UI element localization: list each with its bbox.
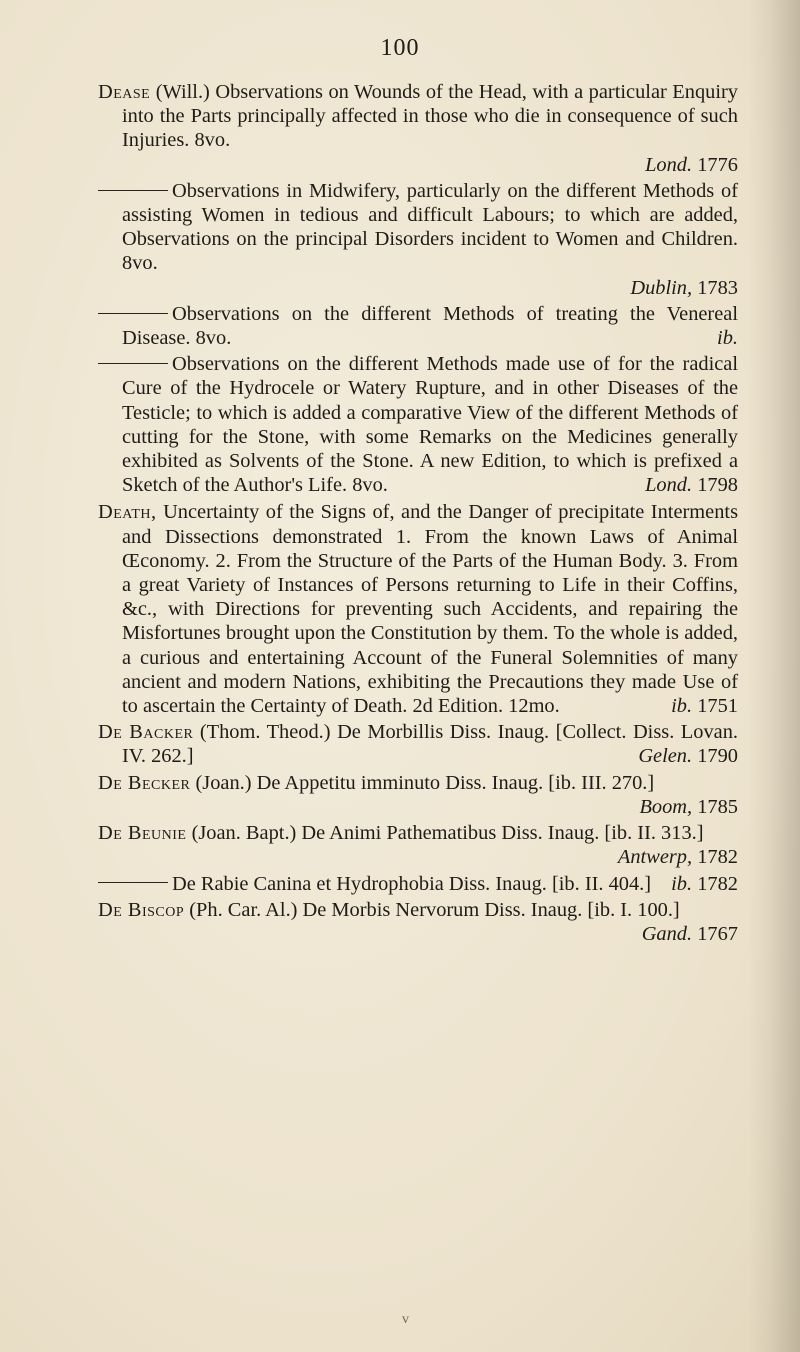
entry-text: (Will.) Observations on Wounds of the Head, with a particular Enquiry into the Parts principally affected in those who die in consequence of such Injuries. 8vo. [122, 81, 738, 152]
entry-author: De Biscop [98, 898, 185, 921]
ditto-dash [98, 190, 168, 191]
entry-year: 1767 [697, 922, 738, 945]
entry-author: Death, [98, 501, 157, 524]
entry-de-becker [98, 771, 738, 819]
entry-text: Observations on the different Methods of treating the Venereal Disease. 8vo. [122, 302, 738, 350]
entry-year: 1785 [697, 795, 738, 818]
entry-imprint [671, 694, 738, 718]
entry-midwifery [98, 179, 738, 300]
entry-imprint [671, 872, 738, 896]
entry-imprint [642, 922, 738, 946]
entry-dease [98, 80, 738, 177]
entry-imprint [122, 153, 738, 177]
entry-venereal [98, 302, 738, 350]
entry-year: 1776 [697, 153, 738, 176]
ditto-dash [98, 313, 168, 314]
ditto-dash [98, 882, 168, 883]
entry-imprint [645, 473, 738, 497]
entry-place: Antwerp, [617, 846, 693, 869]
entry-place: ib. [671, 695, 693, 718]
entry-de-biscop [98, 898, 738, 946]
entry-imprint [122, 276, 738, 300]
entry-text: Observations on the different Methods made use of for the radical Cure of the Hydrocele or Watery Rupture, and in other Diseases of the Testicle; to which is added a comparative View of the different Methods of cutting for the Stone, with some Remarks on the Medicines generally exhibited as Solvents of the Stone. A new Edition, to which is prefixed a Sketch of the Author's Life. 8vo. [122, 353, 738, 497]
entry-hydrocele [98, 352, 738, 497]
entry-place: ib. [717, 327, 738, 350]
entry-author: Dease [98, 81, 151, 103]
entry-de-beunie [98, 821, 738, 869]
entry-imprint [639, 795, 738, 819]
entry-imprint [638, 744, 738, 768]
entry-year: 1782 [697, 846, 738, 869]
entry-text: (Joan.) De Appetitu imminuto Diss. Inaug. [ib. III. 270.] [190, 771, 655, 794]
entry-place: Dublin, [630, 276, 693, 299]
entry-imprint [618, 845, 738, 869]
entry-place: ib. [671, 872, 693, 895]
entry-text: (Thom. Theod.) De Morbillis Diss. Inaug. [Collect. Diss. Lovan. IV. 262.] [122, 721, 738, 768]
entry-text: (Joan. Bapt.) De Animi Pathematibus Diss. Inaug. [ib. II. 313.] [186, 822, 704, 845]
ditto-dash [98, 363, 168, 364]
entry-de-rabie [98, 872, 738, 896]
entry-year: 1783 [697, 276, 738, 299]
footer-mark: v [402, 1312, 409, 1327]
entry-year: 1790 [697, 745, 738, 768]
entry-place: Lond. [645, 474, 693, 497]
entry-year: 1798 [697, 474, 738, 497]
entry-de-backer [98, 720, 738, 768]
entry-text: Observations in Midwifery, particularly on the different Methods of assisting Women in tedious and difficult Labours; to which are added, Observations on the principal Disorders incident to Women and Children. 8vo. [122, 179, 738, 275]
entry-author: De Backer [98, 721, 194, 744]
entry-author: De Becker [98, 771, 191, 794]
entry-text: Uncertainty of the Signs of, and the Danger of precipitate Interments and Dissections demonstrated 1. From the known Laws of Animal Œconomy. 2. From the Structure of the Parts of the Human Body. 3. From a great Variety of Instances of Persons returning to Life in their Coffins, &c., with Directions for preventing such Accidents, and repairing the Misfortunes brought upon the Constitution by them. To the whole is added, a curious and entertaining Account of the Funeral Solemnities of many ancient and modern Nations, exhibiting the Precautions they made Use of to ascertain the Certainty of Death. 2d Edition. 12mo. [122, 501, 738, 718]
bibliography-entries [98, 80, 738, 946]
entry-year: 1782 [697, 872, 738, 895]
entry-death [98, 500, 738, 718]
entry-text: (Ph. Car. Al.) De Morbis Nervorum Diss. Inaug. [ib. I. 100.] [184, 898, 680, 921]
entry-place: Gelen. [638, 745, 693, 768]
entry-place: Lond. [645, 153, 693, 176]
page-number: 100 [380, 35, 420, 61]
entry-year: 1751 [697, 695, 738, 718]
entry-place: Gand. [641, 922, 693, 945]
entry-text: De Rabie Canina et Hydrophobia Diss. Inaug. [ib. II. 404.] [172, 872, 652, 895]
entry-place: Boom, [639, 795, 693, 818]
entry-author: De Beunie [98, 822, 187, 845]
